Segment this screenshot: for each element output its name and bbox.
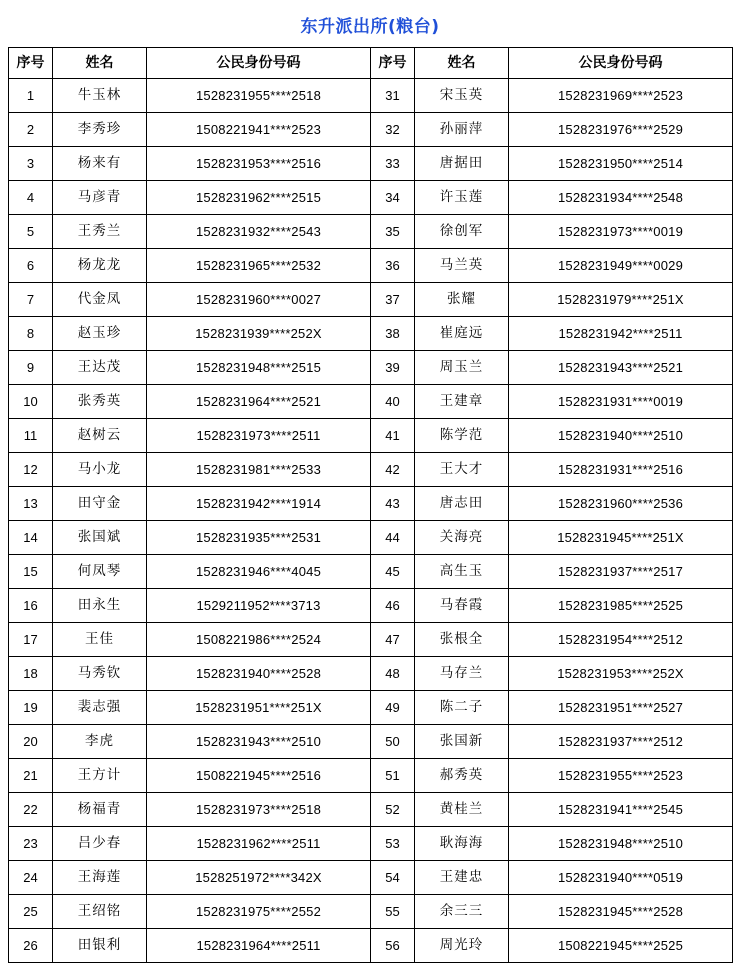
cell-id-left: 1528231943****2510	[147, 725, 371, 759]
cell-seq-right: 45	[371, 555, 415, 589]
cell-name-left: 王方计	[53, 759, 147, 793]
table-row	[9, 793, 733, 827]
table-row	[9, 589, 733, 623]
cell-seq-right: 36	[371, 249, 415, 283]
cell-seq-right: 34	[371, 181, 415, 215]
cell-id-right: 1528231960****2536	[509, 487, 733, 521]
cell-id-right: 1528231949****0029	[509, 249, 733, 283]
table-row	[9, 351, 733, 385]
cell-id-left: 1528231951****251X	[147, 691, 371, 725]
cell-name-left: 裴志强	[53, 691, 147, 725]
cell-id-right: 1528231934****2548	[509, 181, 733, 215]
cell-id-left: 1529211952****3713	[147, 589, 371, 623]
cell-seq-left: 5	[9, 215, 53, 249]
cell-id-right: 1528231955****2523	[509, 759, 733, 793]
cell-name-right: 马兰英	[415, 249, 509, 283]
cell-seq-right: 53	[371, 827, 415, 861]
cell-seq-left: 26	[9, 929, 53, 963]
cell-id-right: 1528231945****2528	[509, 895, 733, 929]
cell-name-right: 陈学范	[415, 419, 509, 453]
cell-name-left: 王达茂	[53, 351, 147, 385]
cell-id-right: 1528231940****0519	[509, 861, 733, 895]
cell-seq-left: 14	[9, 521, 53, 555]
cell-seq-right: 50	[371, 725, 415, 759]
cell-name-left: 田银利	[53, 929, 147, 963]
cell-id-right: 1528231943****2521	[509, 351, 733, 385]
cell-id-left: 1528231973****2511	[147, 419, 371, 453]
cell-id-left: 1528231932****2543	[147, 215, 371, 249]
column-header-id-left: 公民身份号码	[147, 48, 371, 79]
cell-name-right: 王大才	[415, 453, 509, 487]
cell-id-right: 1528231931****0019	[509, 385, 733, 419]
cell-id-right: 1528231942****2511	[509, 317, 733, 351]
table-row	[9, 929, 733, 963]
cell-name-right: 唐志田	[415, 487, 509, 521]
cell-id-right: 1528231973****0019	[509, 215, 733, 249]
cell-name-right: 陈二子	[415, 691, 509, 725]
cell-name-left: 王绍铭	[53, 895, 147, 929]
table-row	[9, 759, 733, 793]
cell-name-right: 马存兰	[415, 657, 509, 691]
cell-id-left: 1528231962****2515	[147, 181, 371, 215]
table-row	[9, 419, 733, 453]
cell-seq-right: 32	[371, 113, 415, 147]
cell-name-left: 李秀珍	[53, 113, 147, 147]
cell-seq-right: 48	[371, 657, 415, 691]
cell-seq-right: 42	[371, 453, 415, 487]
cell-seq-right: 41	[371, 419, 415, 453]
cell-seq-left: 8	[9, 317, 53, 351]
cell-seq-left: 3	[9, 147, 53, 181]
cell-name-right: 宋玉英	[415, 79, 509, 113]
table-row	[9, 861, 733, 895]
cell-seq-left: 24	[9, 861, 53, 895]
cell-id-left: 1528231962****2511	[147, 827, 371, 861]
cell-name-right: 余三三	[415, 895, 509, 929]
table-row	[9, 691, 733, 725]
cell-seq-right: 37	[371, 283, 415, 317]
cell-name-left: 田永生	[53, 589, 147, 623]
cell-name-left: 张国斌	[53, 521, 147, 555]
cell-seq-right: 56	[371, 929, 415, 963]
cell-name-left: 赵玉珍	[53, 317, 147, 351]
cell-id-right: 1528231976****2529	[509, 113, 733, 147]
cell-seq-left: 11	[9, 419, 53, 453]
table-row	[9, 181, 733, 215]
table-row	[9, 623, 733, 657]
cell-seq-left: 16	[9, 589, 53, 623]
table-row	[9, 249, 733, 283]
cell-seq-right: 46	[371, 589, 415, 623]
cell-name-left: 张秀英	[53, 385, 147, 419]
cell-name-left: 马秀钦	[53, 657, 147, 691]
cell-seq-left: 25	[9, 895, 53, 929]
cell-id-left: 1508221941****2523	[147, 113, 371, 147]
cell-name-left: 王海莲	[53, 861, 147, 895]
cell-name-right: 耿海海	[415, 827, 509, 861]
cell-seq-left: 1	[9, 79, 53, 113]
cell-id-left: 1528231948****2515	[147, 351, 371, 385]
cell-seq-right: 55	[371, 895, 415, 929]
cell-seq-left: 15	[9, 555, 53, 589]
cell-id-right: 1528231937****2512	[509, 725, 733, 759]
cell-name-left: 王佳	[53, 623, 147, 657]
cell-id-left: 1508221945****2516	[147, 759, 371, 793]
cell-id-right: 1528231941****2545	[509, 793, 733, 827]
cell-id-right: 1528231969****2523	[509, 79, 733, 113]
page-title: 东升派出所(粮台)	[300, 17, 440, 37]
cell-seq-left: 20	[9, 725, 53, 759]
cell-name-right: 张国新	[415, 725, 509, 759]
cell-id-left: 1528231942****1914	[147, 487, 371, 521]
cell-seq-right: 31	[371, 79, 415, 113]
cell-seq-right: 38	[371, 317, 415, 351]
cell-seq-right: 43	[371, 487, 415, 521]
cell-id-left: 1508221986****2524	[147, 623, 371, 657]
table-row	[9, 725, 733, 759]
cell-seq-left: 4	[9, 181, 53, 215]
cell-id-right: 1528231945****251X	[509, 521, 733, 555]
cell-id-left: 1528231964****2521	[147, 385, 371, 419]
cell-seq-left: 9	[9, 351, 53, 385]
roster-table	[8, 47, 733, 963]
table-row	[9, 79, 733, 113]
column-header-seq-left: 序号	[9, 48, 53, 79]
cell-seq-left: 17	[9, 623, 53, 657]
roster-table-body	[9, 79, 733, 963]
cell-name-right: 徐创军	[415, 215, 509, 249]
cell-id-left: 1528231935****2531	[147, 521, 371, 555]
table-row	[9, 147, 733, 181]
table-header-row	[9, 48, 733, 79]
cell-name-left: 杨来有	[53, 147, 147, 181]
cell-id-left: 1528231940****2528	[147, 657, 371, 691]
cell-id-right: 1528231950****2514	[509, 147, 733, 181]
cell-name-right: 孙丽萍	[415, 113, 509, 147]
roster-table-container	[0, 47, 740, 963]
cell-name-right: 周光玲	[415, 929, 509, 963]
cell-seq-right: 40	[371, 385, 415, 419]
cell-seq-left: 19	[9, 691, 53, 725]
cell-id-right: 1528231954****2512	[509, 623, 733, 657]
cell-id-left: 1528231946****4045	[147, 555, 371, 589]
cell-id-right: 1528231953****252X	[509, 657, 733, 691]
cell-id-left: 1528231939****252X	[147, 317, 371, 351]
cell-id-right: 1508221945****2525	[509, 929, 733, 963]
cell-seq-right: 51	[371, 759, 415, 793]
table-row	[9, 555, 733, 589]
cell-id-left: 1528231973****2518	[147, 793, 371, 827]
cell-seq-left: 10	[9, 385, 53, 419]
table-row	[9, 827, 733, 861]
cell-id-left: 1528231960****0027	[147, 283, 371, 317]
cell-id-right: 1528231948****2510	[509, 827, 733, 861]
table-row	[9, 657, 733, 691]
cell-name-right: 张耀	[415, 283, 509, 317]
table-row	[9, 385, 733, 419]
cell-name-left: 杨龙龙	[53, 249, 147, 283]
table-row	[9, 453, 733, 487]
cell-id-right: 1528231940****2510	[509, 419, 733, 453]
column-header-name-left: 姓名	[53, 48, 147, 79]
cell-name-left: 赵树云	[53, 419, 147, 453]
table-row	[9, 317, 733, 351]
cell-name-right: 黄桂兰	[415, 793, 509, 827]
cell-name-right: 王建章	[415, 385, 509, 419]
cell-seq-left: 22	[9, 793, 53, 827]
cell-name-left: 李虎	[53, 725, 147, 759]
cell-id-right: 1528231931****2516	[509, 453, 733, 487]
cell-seq-right: 52	[371, 793, 415, 827]
cell-name-left: 吕少春	[53, 827, 147, 861]
table-row	[9, 487, 733, 521]
cell-seq-right: 54	[371, 861, 415, 895]
cell-seq-right: 39	[371, 351, 415, 385]
cell-seq-right: 33	[371, 147, 415, 181]
column-header-name-right: 姓名	[415, 48, 509, 79]
cell-name-right: 高生玉	[415, 555, 509, 589]
cell-seq-left: 2	[9, 113, 53, 147]
cell-name-right: 许玉莲	[415, 181, 509, 215]
cell-name-left: 马彦青	[53, 181, 147, 215]
cell-seq-left: 12	[9, 453, 53, 487]
cell-id-left: 1528231953****2516	[147, 147, 371, 181]
cell-name-left: 王秀兰	[53, 215, 147, 249]
column-header-seq-right: 序号	[371, 48, 415, 79]
cell-name-right: 关海亮	[415, 521, 509, 555]
cell-id-left: 1528231965****2532	[147, 249, 371, 283]
cell-seq-left: 7	[9, 283, 53, 317]
cell-id-left: 1528251972****342X	[147, 861, 371, 895]
column-header-id-right: 公民身份号码	[509, 48, 733, 79]
cell-id-right: 1528231979****251X	[509, 283, 733, 317]
cell-seq-left: 13	[9, 487, 53, 521]
cell-seq-left: 21	[9, 759, 53, 793]
cell-id-left: 1528231964****2511	[147, 929, 371, 963]
cell-name-left: 杨福青	[53, 793, 147, 827]
table-row	[9, 113, 733, 147]
cell-seq-left: 18	[9, 657, 53, 691]
cell-name-right: 马春霞	[415, 589, 509, 623]
cell-name-left: 何凤琴	[53, 555, 147, 589]
cell-seq-right: 47	[371, 623, 415, 657]
table-row	[9, 215, 733, 249]
cell-name-right: 王建忠	[415, 861, 509, 895]
cell-name-left: 牛玉林	[53, 79, 147, 113]
cell-name-left: 田守金	[53, 487, 147, 521]
cell-id-left: 1528231975****2552	[147, 895, 371, 929]
cell-seq-right: 49	[371, 691, 415, 725]
cell-seq-left: 23	[9, 827, 53, 861]
table-row	[9, 521, 733, 555]
cell-name-right: 唐据田	[415, 147, 509, 181]
cell-id-right: 1528231951****2527	[509, 691, 733, 725]
cell-id-right: 1528231937****2517	[509, 555, 733, 589]
cell-name-right: 崔庭远	[415, 317, 509, 351]
cell-name-right: 郝秀英	[415, 759, 509, 793]
cell-name-left: 代金凤	[53, 283, 147, 317]
cell-seq-right: 35	[371, 215, 415, 249]
cell-seq-right: 44	[371, 521, 415, 555]
cell-name-left: 马小龙	[53, 453, 147, 487]
cell-id-left: 1528231981****2533	[147, 453, 371, 487]
cell-seq-left: 6	[9, 249, 53, 283]
table-row	[9, 895, 733, 929]
cell-name-right: 张根全	[415, 623, 509, 657]
cell-id-right: 1528231985****2525	[509, 589, 733, 623]
cell-id-left: 1528231955****2518	[147, 79, 371, 113]
table-row	[9, 283, 733, 317]
cell-name-right: 周玉兰	[415, 351, 509, 385]
